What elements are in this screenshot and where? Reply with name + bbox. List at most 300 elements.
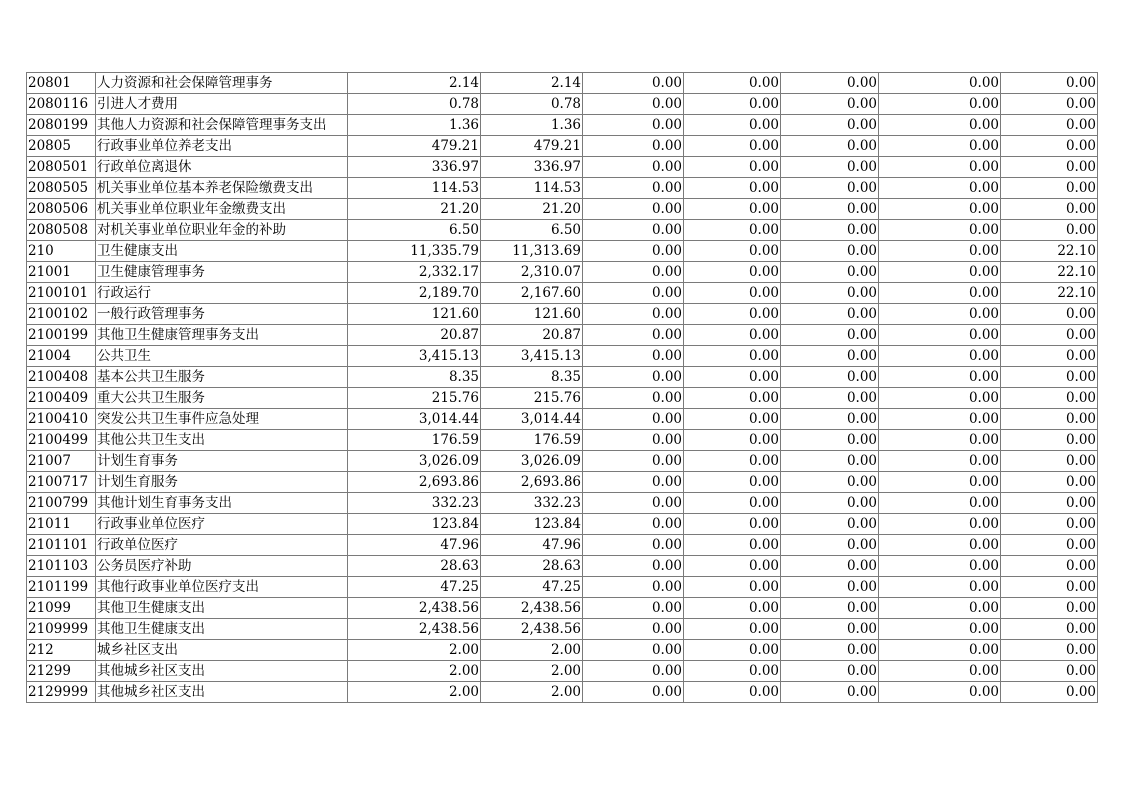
basic-expenditure-cell: 47.96 <box>481 535 583 556</box>
column-8-cell: 0.00 <box>879 115 1001 136</box>
subject-code-cell: 2100717 <box>27 472 96 493</box>
project-expenditure-cell: 0.00 <box>583 619 684 640</box>
table-row <box>27 430 1098 451</box>
project-expenditure-cell: 0.00 <box>583 514 684 535</box>
total-cell: 3,026.09 <box>348 451 481 472</box>
subject-name-cell: 一般行政管理事务 <box>96 304 348 325</box>
column-9-cell: 0.00 <box>1001 514 1098 535</box>
column-9-cell: 22.10 <box>1001 283 1098 304</box>
basic-expenditure-cell: 2.14 <box>481 73 583 94</box>
column-6-cell: 0.00 <box>684 430 781 451</box>
column-7-cell: 0.00 <box>781 472 879 493</box>
column-8-cell: 0.00 <box>879 304 1001 325</box>
subject-name-cell: 其他行政事业单位医疗支出 <box>96 577 348 598</box>
total-cell: 2.00 <box>348 661 481 682</box>
column-8-cell: 0.00 <box>879 640 1001 661</box>
project-expenditure-cell: 0.00 <box>583 451 684 472</box>
column-6-cell: 0.00 <box>684 661 781 682</box>
column-7-cell: 0.00 <box>781 535 879 556</box>
column-8-cell: 0.00 <box>879 73 1001 94</box>
subject-name-cell: 公共卫生 <box>96 346 348 367</box>
basic-expenditure-cell: 8.35 <box>481 367 583 388</box>
subject-code-cell: 2100409 <box>27 388 96 409</box>
subject-code-cell: 2129999 <box>27 682 96 703</box>
subject-name-cell: 其他卫生健康管理事务支出 <box>96 325 348 346</box>
subject-name-cell: 其他城乡社区支出 <box>96 682 348 703</box>
basic-expenditure-cell: 0.78 <box>481 94 583 115</box>
subject-name-cell: 行政事业单位医疗 <box>96 514 348 535</box>
column-6-cell: 0.00 <box>684 325 781 346</box>
subject-name-cell: 其他卫生健康支出 <box>96 598 348 619</box>
column-9-cell: 0.00 <box>1001 682 1098 703</box>
column-8-cell: 0.00 <box>879 472 1001 493</box>
column-6-cell: 0.00 <box>684 157 781 178</box>
total-cell: 2.00 <box>348 682 481 703</box>
project-expenditure-cell: 0.00 <box>583 94 684 115</box>
column-9-cell: 0.00 <box>1001 388 1098 409</box>
subject-name-cell: 其他卫生健康支出 <box>96 619 348 640</box>
basic-expenditure-cell: 2,693.86 <box>481 472 583 493</box>
total-cell: 28.63 <box>348 556 481 577</box>
column-6-cell: 0.00 <box>684 409 781 430</box>
basic-expenditure-cell: 11,313.69 <box>481 241 583 262</box>
column-6-cell: 0.00 <box>684 346 781 367</box>
column-9-cell: 0.00 <box>1001 304 1098 325</box>
subject-name-cell: 行政单位离退休 <box>96 157 348 178</box>
column-7-cell: 0.00 <box>781 220 879 241</box>
project-expenditure-cell: 0.00 <box>583 199 684 220</box>
column-9-cell: 0.00 <box>1001 409 1098 430</box>
table-row <box>27 409 1098 430</box>
total-cell: 2,332.17 <box>348 262 481 283</box>
subject-code-cell: 2100410 <box>27 409 96 430</box>
column-6-cell: 0.00 <box>684 451 781 472</box>
total-cell: 176.59 <box>348 430 481 451</box>
column-8-cell: 0.00 <box>879 493 1001 514</box>
project-expenditure-cell: 0.00 <box>583 556 684 577</box>
subject-code-cell: 2101101 <box>27 535 96 556</box>
subject-code-cell: 21001 <box>27 262 96 283</box>
subject-name-cell: 卫生健康管理事务 <box>96 262 348 283</box>
column-7-cell: 0.00 <box>781 598 879 619</box>
column-7-cell: 0.00 <box>781 577 879 598</box>
column-9-cell: 0.00 <box>1001 451 1098 472</box>
table-row <box>27 199 1098 220</box>
column-8-cell: 0.00 <box>879 556 1001 577</box>
subject-code-cell: 2109999 <box>27 619 96 640</box>
project-expenditure-cell: 0.00 <box>583 346 684 367</box>
column-8-cell: 0.00 <box>879 388 1001 409</box>
column-9-cell: 0.00 <box>1001 94 1098 115</box>
basic-expenditure-cell: 336.97 <box>481 157 583 178</box>
column-8-cell: 0.00 <box>879 430 1001 451</box>
column-8-cell: 0.00 <box>879 136 1001 157</box>
column-8-cell: 0.00 <box>879 535 1001 556</box>
total-cell: 8.35 <box>348 367 481 388</box>
basic-expenditure-cell: 2.00 <box>481 682 583 703</box>
table-row <box>27 682 1098 703</box>
basic-expenditure-cell: 479.21 <box>481 136 583 157</box>
column-9-cell: 0.00 <box>1001 661 1098 682</box>
basic-expenditure-cell: 2,438.56 <box>481 598 583 619</box>
table-row <box>27 304 1098 325</box>
subject-name-cell: 机关事业单位职业年金缴费支出 <box>96 199 348 220</box>
project-expenditure-cell: 0.00 <box>583 430 684 451</box>
column-6-cell: 0.00 <box>684 388 781 409</box>
column-8-cell: 0.00 <box>879 94 1001 115</box>
column-9-cell: 0.00 <box>1001 178 1098 199</box>
column-9-cell: 0.00 <box>1001 640 1098 661</box>
project-expenditure-cell: 0.00 <box>583 73 684 94</box>
subject-code-cell: 21011 <box>27 514 96 535</box>
budget-expenditure-table <box>26 72 1098 703</box>
column-9-cell: 0.00 <box>1001 577 1098 598</box>
subject-code-cell: 21007 <box>27 451 96 472</box>
project-expenditure-cell: 0.00 <box>583 262 684 283</box>
column-7-cell: 0.00 <box>781 325 879 346</box>
project-expenditure-cell: 0.00 <box>583 682 684 703</box>
subject-name-cell: 行政事业单位养老支出 <box>96 136 348 157</box>
column-7-cell: 0.00 <box>781 493 879 514</box>
basic-expenditure-cell: 114.53 <box>481 178 583 199</box>
column-6-cell: 0.00 <box>684 94 781 115</box>
column-9-cell: 0.00 <box>1001 199 1098 220</box>
subject-code-cell: 2100199 <box>27 325 96 346</box>
subject-name-cell: 城乡社区支出 <box>96 640 348 661</box>
total-cell: 121.60 <box>348 304 481 325</box>
project-expenditure-cell: 0.00 <box>583 283 684 304</box>
subject-code-cell: 2101103 <box>27 556 96 577</box>
column-9-cell: 0.00 <box>1001 619 1098 640</box>
column-9-cell: 0.00 <box>1001 493 1098 514</box>
column-7-cell: 0.00 <box>781 640 879 661</box>
column-6-cell: 0.00 <box>684 682 781 703</box>
column-8-cell: 0.00 <box>879 262 1001 283</box>
project-expenditure-cell: 0.00 <box>583 493 684 514</box>
project-expenditure-cell: 0.00 <box>583 178 684 199</box>
column-9-cell: 0.00 <box>1001 430 1098 451</box>
subject-code-cell: 21299 <box>27 661 96 682</box>
basic-expenditure-cell: 2.00 <box>481 640 583 661</box>
column-7-cell: 0.00 <box>781 94 879 115</box>
total-cell: 47.25 <box>348 577 481 598</box>
column-7-cell: 0.00 <box>781 73 879 94</box>
total-cell: 20.87 <box>348 325 481 346</box>
column-8-cell: 0.00 <box>879 514 1001 535</box>
column-9-cell: 22.10 <box>1001 241 1098 262</box>
column-7-cell: 0.00 <box>781 619 879 640</box>
subject-code-cell: 21099 <box>27 598 96 619</box>
subject-name-cell: 引进人才费用 <box>96 94 348 115</box>
total-cell: 6.50 <box>348 220 481 241</box>
column-6-cell: 0.00 <box>684 220 781 241</box>
total-cell: 114.53 <box>348 178 481 199</box>
total-cell: 332.23 <box>348 493 481 514</box>
subject-code-cell: 2080508 <box>27 220 96 241</box>
table-row <box>27 262 1098 283</box>
total-cell: 2,438.56 <box>348 619 481 640</box>
column-9-cell: 0.00 <box>1001 535 1098 556</box>
subject-name-cell: 卫生健康支出 <box>96 241 348 262</box>
subject-code-cell: 2100101 <box>27 283 96 304</box>
table-row <box>27 493 1098 514</box>
table-row <box>27 472 1098 493</box>
column-7-cell: 0.00 <box>781 682 879 703</box>
total-cell: 2.00 <box>348 640 481 661</box>
column-8-cell: 0.00 <box>879 178 1001 199</box>
column-8-cell: 0.00 <box>879 451 1001 472</box>
column-7-cell: 0.00 <box>781 283 879 304</box>
column-6-cell: 0.00 <box>684 73 781 94</box>
subject-name-cell: 重大公共卫生服务 <box>96 388 348 409</box>
total-cell: 2.14 <box>348 73 481 94</box>
subject-code-cell: 20805 <box>27 136 96 157</box>
column-9-cell: 0.00 <box>1001 346 1098 367</box>
project-expenditure-cell: 0.00 <box>583 220 684 241</box>
column-6-cell: 0.00 <box>684 304 781 325</box>
total-cell: 3,014.44 <box>348 409 481 430</box>
total-cell: 1.36 <box>348 115 481 136</box>
column-9-cell: 0.00 <box>1001 73 1098 94</box>
table-row <box>27 451 1098 472</box>
table-row <box>27 94 1098 115</box>
table-row <box>27 220 1098 241</box>
column-9-cell: 0.00 <box>1001 367 1098 388</box>
column-6-cell: 0.00 <box>684 577 781 598</box>
basic-expenditure-cell: 2,167.60 <box>481 283 583 304</box>
project-expenditure-cell: 0.00 <box>583 115 684 136</box>
project-expenditure-cell: 0.00 <box>583 241 684 262</box>
total-cell: 47.96 <box>348 535 481 556</box>
column-6-cell: 0.00 <box>684 178 781 199</box>
total-cell: 123.84 <box>348 514 481 535</box>
total-cell: 2,693.86 <box>348 472 481 493</box>
basic-expenditure-cell: 47.25 <box>481 577 583 598</box>
table-row <box>27 556 1098 577</box>
total-cell: 336.97 <box>348 157 481 178</box>
table-row <box>27 178 1098 199</box>
column-8-cell: 0.00 <box>879 661 1001 682</box>
table-row <box>27 514 1098 535</box>
subject-name-cell: 机关事业单位基本养老保险缴费支出 <box>96 178 348 199</box>
table-row <box>27 388 1098 409</box>
column-7-cell: 0.00 <box>781 409 879 430</box>
subject-code-cell: 2080501 <box>27 157 96 178</box>
project-expenditure-cell: 0.00 <box>583 304 684 325</box>
column-6-cell: 0.00 <box>684 115 781 136</box>
table-row <box>27 619 1098 640</box>
table-row <box>27 577 1098 598</box>
column-8-cell: 0.00 <box>879 619 1001 640</box>
column-9-cell: 0.00 <box>1001 556 1098 577</box>
table-row <box>27 535 1098 556</box>
column-8-cell: 0.00 <box>879 220 1001 241</box>
subject-name-cell: 对机关事业单位职业年金的补助 <box>96 220 348 241</box>
column-7-cell: 0.00 <box>781 388 879 409</box>
column-8-cell: 0.00 <box>879 283 1001 304</box>
column-7-cell: 0.00 <box>781 556 879 577</box>
table-row <box>27 661 1098 682</box>
subject-code-cell: 212 <box>27 640 96 661</box>
subject-name-cell: 其他公共卫生支出 <box>96 430 348 451</box>
table-row <box>27 640 1098 661</box>
column-6-cell: 0.00 <box>684 640 781 661</box>
subject-name-cell: 其他计划生育事务支出 <box>96 493 348 514</box>
project-expenditure-cell: 0.00 <box>583 136 684 157</box>
column-7-cell: 0.00 <box>781 199 879 220</box>
column-6-cell: 0.00 <box>684 283 781 304</box>
subject-name-cell: 突发公共卫生事件应急处理 <box>96 409 348 430</box>
column-9-cell: 0.00 <box>1001 220 1098 241</box>
total-cell: 21.20 <box>348 199 481 220</box>
project-expenditure-cell: 0.00 <box>583 325 684 346</box>
project-expenditure-cell: 0.00 <box>583 640 684 661</box>
subject-code-cell: 20801 <box>27 73 96 94</box>
column-8-cell: 0.00 <box>879 346 1001 367</box>
column-6-cell: 0.00 <box>684 535 781 556</box>
column-6-cell: 0.00 <box>684 619 781 640</box>
table-row <box>27 283 1098 304</box>
column-8-cell: 0.00 <box>879 325 1001 346</box>
column-7-cell: 0.00 <box>781 661 879 682</box>
column-7-cell: 0.00 <box>781 430 879 451</box>
basic-expenditure-cell: 2,438.56 <box>481 619 583 640</box>
table-row <box>27 598 1098 619</box>
table-row <box>27 241 1098 262</box>
column-6-cell: 0.00 <box>684 241 781 262</box>
column-9-cell: 0.00 <box>1001 472 1098 493</box>
column-7-cell: 0.00 <box>781 367 879 388</box>
basic-expenditure-cell: 332.23 <box>481 493 583 514</box>
subject-code-cell: 2080505 <box>27 178 96 199</box>
total-cell: 2,189.70 <box>348 283 481 304</box>
column-6-cell: 0.00 <box>684 598 781 619</box>
column-9-cell: 0.00 <box>1001 157 1098 178</box>
subject-name-cell: 计划生育服务 <box>96 472 348 493</box>
column-8-cell: 0.00 <box>879 199 1001 220</box>
basic-expenditure-cell: 121.60 <box>481 304 583 325</box>
column-7-cell: 0.00 <box>781 136 879 157</box>
column-7-cell: 0.00 <box>781 346 879 367</box>
subject-name-cell: 其他城乡社区支出 <box>96 661 348 682</box>
table-row <box>27 367 1098 388</box>
basic-expenditure-cell: 215.76 <box>481 388 583 409</box>
table-row <box>27 136 1098 157</box>
subject-code-cell: 210 <box>27 241 96 262</box>
subject-code-cell: 2100102 <box>27 304 96 325</box>
column-8-cell: 0.00 <box>879 157 1001 178</box>
project-expenditure-cell: 0.00 <box>583 472 684 493</box>
subject-code-cell: 2101199 <box>27 577 96 598</box>
column-6-cell: 0.00 <box>684 262 781 283</box>
column-8-cell: 0.00 <box>879 367 1001 388</box>
column-8-cell: 0.00 <box>879 409 1001 430</box>
total-cell: 2,438.56 <box>348 598 481 619</box>
table-row <box>27 115 1098 136</box>
project-expenditure-cell: 0.00 <box>583 409 684 430</box>
column-6-cell: 0.00 <box>684 199 781 220</box>
project-expenditure-cell: 0.00 <box>583 367 684 388</box>
column-7-cell: 0.00 <box>781 241 879 262</box>
subject-name-cell: 人力资源和社会保障管理事务 <box>96 73 348 94</box>
column-8-cell: 0.00 <box>879 598 1001 619</box>
table-row <box>27 73 1098 94</box>
subject-code-cell: 2080199 <box>27 115 96 136</box>
table-row <box>27 325 1098 346</box>
column-6-cell: 0.00 <box>684 367 781 388</box>
column-7-cell: 0.00 <box>781 115 879 136</box>
column-7-cell: 0.00 <box>781 304 879 325</box>
subject-code-cell: 2100408 <box>27 367 96 388</box>
table-body <box>27 73 1098 703</box>
column-7-cell: 0.00 <box>781 178 879 199</box>
column-9-cell: 22.10 <box>1001 262 1098 283</box>
basic-expenditure-cell: 1.36 <box>481 115 583 136</box>
column-6-cell: 0.00 <box>684 493 781 514</box>
basic-expenditure-cell: 3,026.09 <box>481 451 583 472</box>
total-cell: 11,335.79 <box>348 241 481 262</box>
basic-expenditure-cell: 3,014.44 <box>481 409 583 430</box>
basic-expenditure-cell: 6.50 <box>481 220 583 241</box>
basic-expenditure-cell: 28.63 <box>481 556 583 577</box>
column-6-cell: 0.00 <box>684 514 781 535</box>
basic-expenditure-cell: 3,415.13 <box>481 346 583 367</box>
column-6-cell: 0.00 <box>684 472 781 493</box>
column-8-cell: 0.00 <box>879 682 1001 703</box>
table-row <box>27 157 1098 178</box>
subject-name-cell: 其他人力资源和社会保障管理事务支出 <box>96 115 348 136</box>
subject-code-cell: 21004 <box>27 346 96 367</box>
subject-code-cell: 2080506 <box>27 199 96 220</box>
basic-expenditure-cell: 20.87 <box>481 325 583 346</box>
project-expenditure-cell: 0.00 <box>583 535 684 556</box>
column-9-cell: 0.00 <box>1001 136 1098 157</box>
total-cell: 215.76 <box>348 388 481 409</box>
column-9-cell: 0.00 <box>1001 115 1098 136</box>
column-7-cell: 0.00 <box>781 514 879 535</box>
column-9-cell: 0.00 <box>1001 325 1098 346</box>
subject-code-cell: 2100499 <box>27 430 96 451</box>
column-7-cell: 0.00 <box>781 157 879 178</box>
total-cell: 3,415.13 <box>348 346 481 367</box>
subject-name-cell: 基本公共卫生服务 <box>96 367 348 388</box>
subject-code-cell: 2100799 <box>27 493 96 514</box>
project-expenditure-cell: 0.00 <box>583 157 684 178</box>
basic-expenditure-cell: 21.20 <box>481 199 583 220</box>
basic-expenditure-cell: 123.84 <box>481 514 583 535</box>
column-7-cell: 0.00 <box>781 262 879 283</box>
subject-name-cell: 公务员医疗补助 <box>96 556 348 577</box>
project-expenditure-cell: 0.00 <box>583 598 684 619</box>
subject-name-cell: 计划生育事务 <box>96 451 348 472</box>
subject-name-cell: 行政运行 <box>96 283 348 304</box>
project-expenditure-cell: 0.00 <box>583 388 684 409</box>
column-9-cell: 0.00 <box>1001 598 1098 619</box>
column-8-cell: 0.00 <box>879 577 1001 598</box>
total-cell: 479.21 <box>348 136 481 157</box>
basic-expenditure-cell: 2,310.07 <box>481 262 583 283</box>
subject-name-cell: 行政单位医疗 <box>96 535 348 556</box>
column-6-cell: 0.00 <box>684 136 781 157</box>
column-7-cell: 0.00 <box>781 451 879 472</box>
basic-expenditure-cell: 2.00 <box>481 661 583 682</box>
total-cell: 0.78 <box>348 94 481 115</box>
project-expenditure-cell: 0.00 <box>583 577 684 598</box>
project-expenditure-cell: 0.00 <box>583 661 684 682</box>
subject-code-cell: 2080116 <box>27 94 96 115</box>
column-6-cell: 0.00 <box>684 556 781 577</box>
column-8-cell: 0.00 <box>879 241 1001 262</box>
